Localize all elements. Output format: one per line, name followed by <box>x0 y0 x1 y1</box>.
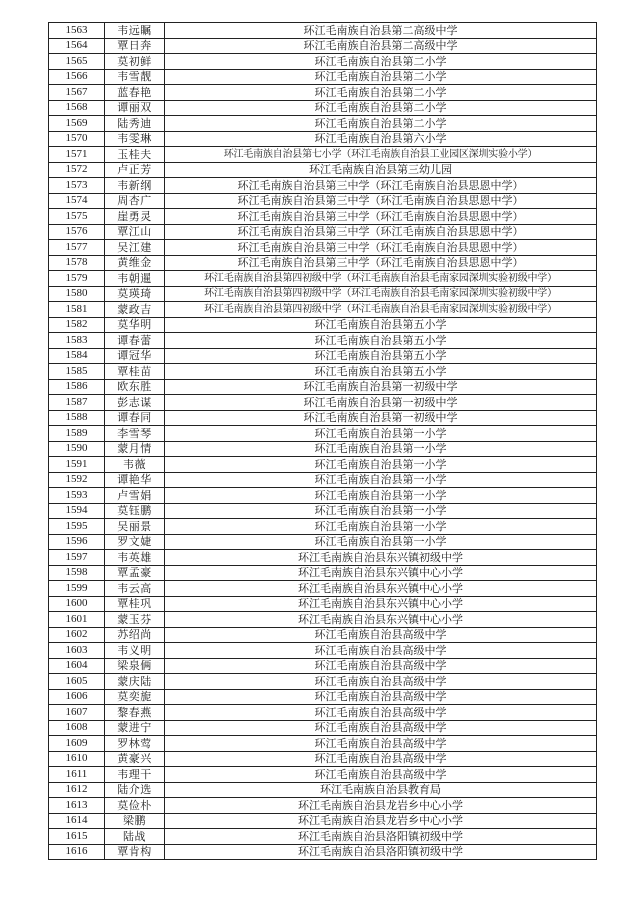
table-row <box>49 85 597 101</box>
school-name: 环江毛南族自治县第二小学 <box>165 69 597 85</box>
person-name: 欧东胜 <box>105 379 165 395</box>
school-name: 环江毛南族自治县第五小学 <box>165 333 597 349</box>
person-name: 韦新纲 <box>105 178 165 194</box>
table-row <box>49 162 597 178</box>
row-number: 1580 <box>49 286 105 302</box>
school-name: 环江毛南族自治县第三幼儿园 <box>165 162 597 178</box>
school-name: 环江毛南族自治县第一小学 <box>165 441 597 457</box>
row-number: 1590 <box>49 441 105 457</box>
school-name: 环江毛南族自治县第二小学 <box>165 100 597 116</box>
person-name: 韦理干 <box>105 767 165 783</box>
row-number: 1582 <box>49 317 105 333</box>
table-row <box>49 116 597 132</box>
row-number: 1584 <box>49 348 105 364</box>
person-name: 韦薇 <box>105 457 165 473</box>
row-number: 1574 <box>49 193 105 209</box>
school-name: 环江毛南族自治县第五小学 <box>165 317 597 333</box>
person-name: 卢雪娟 <box>105 488 165 504</box>
row-number: 1606 <box>49 689 105 705</box>
person-name: 覃桂巩 <box>105 596 165 612</box>
roster-table <box>48 22 597 860</box>
row-number: 1600 <box>49 596 105 612</box>
person-name: 蒙庆陆 <box>105 674 165 690</box>
row-number: 1576 <box>49 224 105 240</box>
row-number: 1575 <box>49 209 105 225</box>
school-name: 环江毛南族自治县高级中学 <box>165 720 597 736</box>
school-name: 环江毛南族自治县第一小学 <box>165 519 597 535</box>
row-number: 1609 <box>49 736 105 752</box>
table-row <box>49 829 597 845</box>
row-number: 1594 <box>49 503 105 519</box>
person-name: 韦雯琳 <box>105 131 165 147</box>
row-number: 1615 <box>49 829 105 845</box>
row-number: 1607 <box>49 705 105 721</box>
row-number: 1592 <box>49 472 105 488</box>
person-name: 覃桂苗 <box>105 364 165 380</box>
row-number: 1595 <box>49 519 105 535</box>
table-row <box>49 612 597 628</box>
table-row <box>49 38 597 54</box>
row-number: 1579 <box>49 271 105 287</box>
table-row <box>49 178 597 194</box>
school-name: 环江毛南族自治县高级中学 <box>165 751 597 767</box>
table-row <box>49 410 597 426</box>
table-row <box>49 255 597 271</box>
person-name: 陆战 <box>105 829 165 845</box>
row-number: 1565 <box>49 54 105 70</box>
table-row <box>49 767 597 783</box>
school-name: 环江毛南族自治县高级中学 <box>165 627 597 643</box>
person-name: 蒙玉芬 <box>105 612 165 628</box>
table-row <box>49 426 597 442</box>
row-number: 1608 <box>49 720 105 736</box>
table-row <box>49 54 597 70</box>
school-name: 环江毛南族自治县高级中学 <box>165 736 597 752</box>
person-name: 韦朝暹 <box>105 271 165 287</box>
person-name: 谭春蕾 <box>105 333 165 349</box>
table-row <box>49 240 597 256</box>
table-row <box>49 302 597 318</box>
row-number: 1610 <box>49 751 105 767</box>
table-row <box>49 457 597 473</box>
school-name: 环江毛南族自治县第一小学 <box>165 457 597 473</box>
school-name: 环江毛南族自治县第三中学（环江毛南族自治县思恩中学） <box>165 224 597 240</box>
person-name: 崖勇灵 <box>105 209 165 225</box>
table-row <box>49 705 597 721</box>
table-row <box>49 224 597 240</box>
table-row <box>49 519 597 535</box>
person-name: 谭冠华 <box>105 348 165 364</box>
row-number: 1577 <box>49 240 105 256</box>
person-name: 罗林莺 <box>105 736 165 752</box>
school-name: 环江毛南族自治县高级中学 <box>165 705 597 721</box>
person-name: 李雪琴 <box>105 426 165 442</box>
row-number: 1591 <box>49 457 105 473</box>
table-row <box>49 317 597 333</box>
table-row <box>49 751 597 767</box>
person-name: 莫初鲜 <box>105 54 165 70</box>
person-name: 陆介选 <box>105 782 165 798</box>
school-name: 环江毛南族自治县第三中学（环江毛南族自治县思恩中学） <box>165 178 597 194</box>
table-row <box>49 193 597 209</box>
school-name: 环江毛南族自治县龙岩乡中心小学 <box>165 813 597 829</box>
person-name: 蒙政吉 <box>105 302 165 318</box>
school-name: 环江毛南族自治县东兴镇初级中学 <box>165 550 597 566</box>
table-row <box>49 348 597 364</box>
table-row <box>49 147 597 163</box>
person-name: 梁鹏 <box>105 813 165 829</box>
row-number: 1611 <box>49 767 105 783</box>
school-name: 环江毛南族自治县第五小学 <box>165 348 597 364</box>
school-name: 环江毛南族自治县第一小学 <box>165 503 597 519</box>
row-number: 1612 <box>49 782 105 798</box>
row-number: 1587 <box>49 395 105 411</box>
row-number: 1616 <box>49 844 105 860</box>
table-row <box>49 271 597 287</box>
school-name: 环江毛南族自治县第二小学 <box>165 54 597 70</box>
school-name: 环江毛南族自治县第三中学（环江毛南族自治县思恩中学） <box>165 255 597 271</box>
person-name: 覃日奔 <box>105 38 165 54</box>
school-name: 环江毛南族自治县第三中学（环江毛南族自治县思恩中学） <box>165 193 597 209</box>
row-number: 1581 <box>49 302 105 318</box>
table-row <box>49 813 597 829</box>
table-row <box>49 844 597 860</box>
school-name: 环江毛南族自治县第三中学（环江毛南族自治县思恩中学） <box>165 209 597 225</box>
school-name: 环江毛南族自治县高级中学 <box>165 767 597 783</box>
row-number: 1598 <box>49 565 105 581</box>
table-row <box>49 131 597 147</box>
table-row <box>49 798 597 814</box>
school-name: 环江毛南族自治县第一小学 <box>165 488 597 504</box>
table-row <box>49 565 597 581</box>
person-name: 罗文婕 <box>105 534 165 550</box>
person-name: 莫奕旎 <box>105 689 165 705</box>
table-row <box>49 689 597 705</box>
table-row <box>49 596 597 612</box>
person-name: 韦义明 <box>105 643 165 659</box>
row-number: 1614 <box>49 813 105 829</box>
roster-body <box>49 23 597 860</box>
person-name: 吴江建 <box>105 240 165 256</box>
person-name: 谭艳华 <box>105 472 165 488</box>
person-name: 韦雪靓 <box>105 69 165 85</box>
person-name: 覃孟豪 <box>105 565 165 581</box>
table-row <box>49 674 597 690</box>
table-row <box>49 379 597 395</box>
school-name: 环江毛南族自治县龙岩乡中心小学 <box>165 798 597 814</box>
person-name: 吴丽景 <box>105 519 165 535</box>
table-row <box>49 534 597 550</box>
person-name: 蒙月情 <box>105 441 165 457</box>
school-name: 环江毛南族自治县第二高级中学 <box>165 23 597 39</box>
table-row <box>49 23 597 39</box>
person-name: 苏绍尚 <box>105 627 165 643</box>
person-name: 韦英雄 <box>105 550 165 566</box>
row-number: 1570 <box>49 131 105 147</box>
table-row <box>49 488 597 504</box>
person-name: 卢正芳 <box>105 162 165 178</box>
table-row <box>49 333 597 349</box>
table-row <box>49 782 597 798</box>
row-number: 1602 <box>49 627 105 643</box>
school-name: 环江毛南族自治县高级中学 <box>165 689 597 705</box>
school-name: 环江毛南族自治县高级中学 <box>165 658 597 674</box>
row-number: 1568 <box>49 100 105 116</box>
school-name: 环江毛南族自治县第三中学（环江毛南族自治县思恩中学） <box>165 240 597 256</box>
person-name: 谭春同 <box>105 410 165 426</box>
row-number: 1601 <box>49 612 105 628</box>
table-row <box>49 643 597 659</box>
person-name: 蓝春艳 <box>105 85 165 101</box>
school-name: 环江毛南族自治县洛阳镇初级中学 <box>165 829 597 845</box>
table-row <box>49 658 597 674</box>
row-number: 1573 <box>49 178 105 194</box>
person-name: 蒙进宁 <box>105 720 165 736</box>
row-number: 1585 <box>49 364 105 380</box>
school-name: 环江毛南族自治县第一小学 <box>165 472 597 488</box>
row-number: 1567 <box>49 85 105 101</box>
school-name: 环江毛南族自治县东兴镇中心小学 <box>165 565 597 581</box>
school-name: 环江毛南族自治县第一初级中学 <box>165 395 597 411</box>
row-number: 1593 <box>49 488 105 504</box>
person-name: 韦远瞩 <box>105 23 165 39</box>
school-name: 环江毛南族自治县东兴镇中心小学 <box>165 581 597 597</box>
row-number: 1583 <box>49 333 105 349</box>
school-name: 环江毛南族自治县东兴镇中心小学 <box>165 596 597 612</box>
school-name: 环江毛南族自治县第二小学 <box>165 116 597 132</box>
row-number: 1563 <box>49 23 105 39</box>
school-name: 环江毛南族自治县东兴镇中心小学 <box>165 612 597 628</box>
person-name: 莫瑛琦 <box>105 286 165 302</box>
person-name: 谭丽双 <box>105 100 165 116</box>
person-name: 黎春燕 <box>105 705 165 721</box>
person-name: 覃肯构 <box>105 844 165 860</box>
table-row <box>49 581 597 597</box>
table-row <box>49 550 597 566</box>
person-name: 周杏广 <box>105 193 165 209</box>
school-name: 环江毛南族自治县高级中学 <box>165 674 597 690</box>
school-name: 环江毛南族自治县洛阳镇初级中学 <box>165 844 597 860</box>
row-number: 1599 <box>49 581 105 597</box>
person-name: 黄豪兴 <box>105 751 165 767</box>
row-number: 1597 <box>49 550 105 566</box>
table-row <box>49 441 597 457</box>
school-name: 环江毛南族自治县第二高级中学 <box>165 38 597 54</box>
school-name: 环江毛南族自治县第七小学（环江毛南族自治县工业园区深圳实验小学） <box>165 147 597 163</box>
school-name: 环江毛南族自治县第四初级中学（环江毛南族自治县毛南家园深圳实验初级中学） <box>165 302 597 318</box>
row-number: 1572 <box>49 162 105 178</box>
person-name: 覃江山 <box>105 224 165 240</box>
row-number: 1596 <box>49 534 105 550</box>
row-number: 1578 <box>49 255 105 271</box>
table-row <box>49 395 597 411</box>
row-number: 1605 <box>49 674 105 690</box>
row-number: 1588 <box>49 410 105 426</box>
row-number: 1589 <box>49 426 105 442</box>
school-name: 环江毛南族自治县第二小学 <box>165 85 597 101</box>
person-name: 陆秀迪 <box>105 116 165 132</box>
school-name: 环江毛南族自治县第一小学 <box>165 534 597 550</box>
person-name: 莫俭朴 <box>105 798 165 814</box>
table-row <box>49 286 597 302</box>
table-row <box>49 209 597 225</box>
table-row <box>49 364 597 380</box>
table-row <box>49 472 597 488</box>
person-name: 梁泉俩 <box>105 658 165 674</box>
person-name: 莫华明 <box>105 317 165 333</box>
row-number: 1613 <box>49 798 105 814</box>
school-name: 环江毛南族自治县教育局 <box>165 782 597 798</box>
row-number: 1566 <box>49 69 105 85</box>
person-name: 莫钰鹏 <box>105 503 165 519</box>
school-name: 环江毛南族自治县第一初级中学 <box>165 410 597 426</box>
school-name: 环江毛南族自治县第四初级中学（环江毛南族自治县毛南家园深圳实验初级中学） <box>165 286 597 302</box>
row-number: 1569 <box>49 116 105 132</box>
table-row <box>49 69 597 85</box>
table-row <box>49 736 597 752</box>
table-row <box>49 720 597 736</box>
row-number: 1604 <box>49 658 105 674</box>
school-name: 环江毛南族自治县第五小学 <box>165 364 597 380</box>
person-name: 黄维金 <box>105 255 165 271</box>
person-name: 彭志谋 <box>105 395 165 411</box>
table-row <box>49 503 597 519</box>
school-name: 环江毛南族自治县第一初级中学 <box>165 379 597 395</box>
row-number: 1603 <box>49 643 105 659</box>
table-row <box>49 100 597 116</box>
school-name: 环江毛南族自治县第四初级中学（环江毛南族自治县毛南家园深圳实验初级中学） <box>165 271 597 287</box>
school-name: 环江毛南族自治县高级中学 <box>165 643 597 659</box>
school-name: 环江毛南族自治县第一小学 <box>165 426 597 442</box>
row-number: 1571 <box>49 147 105 163</box>
school-name: 环江毛南族自治县第六小学 <box>165 131 597 147</box>
person-name: 韦云高 <box>105 581 165 597</box>
row-number: 1586 <box>49 379 105 395</box>
person-name: 玉桂夫 <box>105 147 165 163</box>
table-row <box>49 627 597 643</box>
row-number: 1564 <box>49 38 105 54</box>
